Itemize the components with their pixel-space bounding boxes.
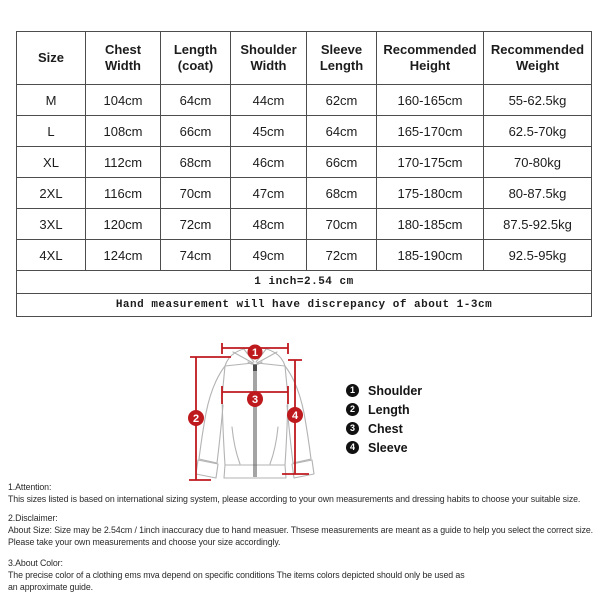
legend-label: Shoulder (368, 383, 423, 398)
col-header-0: Size (17, 32, 86, 85)
disclaimer-body-line2: Please take your own measurements and choose your size accordingly. (8, 537, 281, 547)
table-row-2xl (17, 178, 592, 209)
table-cell: 48cm (231, 209, 307, 240)
legend-item-chest (346, 419, 422, 438)
jacket-diagram-illustration (185, 335, 335, 485)
attention-heading: 1.Attention: (8, 482, 52, 492)
col-header-4: Sleeve Length (307, 32, 377, 85)
table-cell: 68cm (307, 178, 377, 209)
table-cell: 46cm (231, 147, 307, 178)
table-cell: 70cm (307, 209, 377, 240)
col-header-1: Chest Width (86, 32, 161, 85)
table-cell: 170-175cm (377, 147, 484, 178)
table-cell: 62cm (307, 85, 377, 116)
table-cell: 2XL (17, 178, 86, 209)
table-row-l (17, 116, 592, 147)
legend-label: Chest (368, 421, 403, 436)
table-cell: 180-185cm (377, 209, 484, 240)
legend-item-shoulder (346, 381, 422, 400)
size-table-header (17, 32, 592, 85)
table-cell: 80-87.5kg (484, 178, 592, 209)
table-cell: 62.5-70kg (484, 116, 592, 147)
table-cell: 55-62.5kg (484, 85, 592, 116)
table-cell: 92.5-95kg (484, 240, 592, 271)
spacer (8, 548, 600, 557)
table-row-xl (17, 147, 592, 178)
col-header-2: Length (coat) (161, 32, 231, 85)
table-cell: 108cm (86, 116, 161, 147)
legend-number-badge: 1 (346, 384, 359, 397)
callout-1-number: 1 (251, 347, 259, 359)
table-cell: 72cm (161, 209, 231, 240)
callout-3-number: 3 (251, 394, 259, 406)
about-color-body-line2: an approximate guide. (8, 582, 93, 592)
table-cell: 160-165cm (377, 85, 484, 116)
table-row-m (17, 85, 592, 116)
table-cell: 116cm (86, 178, 161, 209)
table-cell: 49cm (231, 240, 307, 271)
table-cell: 120cm (86, 209, 161, 240)
hand-measurement-note: Hand measurement will have discrepancy of about 1-3cm (17, 294, 592, 317)
table-cell: 104cm (86, 85, 161, 116)
size-table-footer (17, 271, 592, 317)
table-cell: 165-170cm (377, 116, 484, 147)
table-row-3xl (17, 209, 592, 240)
notes-section (8, 481, 600, 593)
table-cell: 74cm (161, 240, 231, 271)
disclaimer-body-line1: About Size: Size may be 2.54cm / 1inch inaccuracy due to hand measuer. Thsese measurements are meant as a guide to help you select the correct size. (8, 525, 594, 535)
table-cell: M (17, 85, 86, 116)
col-header-6: Recommended Weight (484, 32, 592, 85)
table-cell: 64cm (161, 85, 231, 116)
measurement-legend (346, 381, 422, 457)
size-table-body (17, 85, 592, 271)
legend-item-length (346, 400, 422, 419)
inch-conversion-note: 1 inch=2.54 cm (17, 271, 592, 294)
inch-conversion-row (17, 271, 592, 294)
table-cell: 3XL (17, 209, 86, 240)
table-cell: 185-190cm (377, 240, 484, 271)
table-cell: 124cm (86, 240, 161, 271)
table-cell: 87.5-92.5kg (484, 209, 592, 240)
legend-item-sleeve (346, 438, 422, 457)
legend-label: Length (368, 402, 410, 417)
attention-body: This sizes listed is based on international sizing system, please according to your own measurements and dressing habits to choose your suitable size. (8, 494, 581, 504)
hand-measurement-row (17, 294, 592, 317)
spacer (8, 505, 600, 512)
table-cell: 70-80kg (484, 147, 592, 178)
legend-label: Sleeve (368, 440, 408, 455)
legend-number-badge: 3 (346, 422, 359, 435)
about-color-body-line1: The precise color of a clothing ems mva depend on specific conditions The items colors depicted should only be used as (8, 570, 465, 580)
table-cell: 112cm (86, 147, 161, 178)
table-cell: 44cm (231, 85, 307, 116)
callout-4-number: 4 (291, 410, 299, 422)
callout-2-number: 2 (192, 413, 200, 425)
about-color-heading: 3.About Color: (8, 558, 63, 568)
size-table (16, 31, 592, 317)
table-cell: XL (17, 147, 86, 178)
table-cell: 45cm (231, 116, 307, 147)
table-cell: L (17, 116, 86, 147)
table-cell: 175-180cm (377, 178, 484, 209)
table-cell: 66cm (161, 116, 231, 147)
table-cell: 68cm (161, 147, 231, 178)
table-cell: 72cm (307, 240, 377, 271)
table-cell: 66cm (307, 147, 377, 178)
header-row (17, 32, 592, 85)
table-cell: 47cm (231, 178, 307, 209)
col-header-5: Recommended Height (377, 32, 484, 85)
legend-number-badge: 2 (346, 403, 359, 416)
table-cell: 70cm (161, 178, 231, 209)
table-cell: 4XL (17, 240, 86, 271)
zipper (253, 364, 257, 477)
col-header-3: Shoulder Width (231, 32, 307, 85)
table-cell: 64cm (307, 116, 377, 147)
table-row-4xl (17, 240, 592, 271)
legend-number-badge: 4 (346, 441, 359, 454)
disclaimer-heading: 2.Disclaimer: (8, 513, 58, 523)
